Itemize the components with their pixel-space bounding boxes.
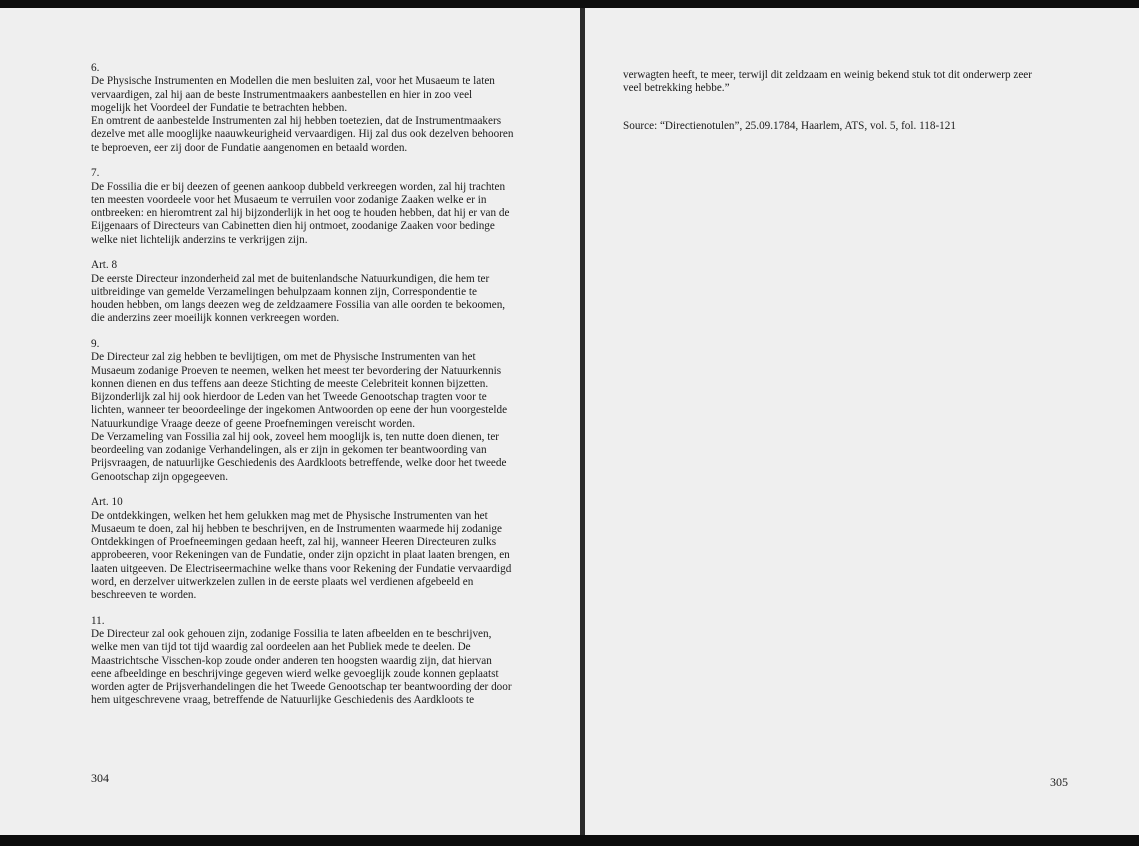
article-block bbox=[91, 259, 551, 325]
article-text: De ontdekkingen, welken het hem gelukken mag met de Physische Instrumenten van het Musaeum te doen, zal hij hebben te beschrijven, en de Instrumenten waarmede hij zodanige Ontdekkingen of Proefneemingen gedaan heeft, zal hij, wanneer Heeren Directeuren zulks approbeeren, voor Rekeningen van de Fundatie, onder zijn opzicht in plaat laaten brengen, en laaten uitgeeven. De Electriseermachine welke thans voor Rekening der Fundatie vervaardigd word, en derzelver uitwerkzelen zullen in de eerste plaats wel verdienen afgebeeld en beschreeven te worden. bbox=[91, 509, 512, 601]
article-block bbox=[91, 167, 551, 247]
continuation-text: verwagten heeft, te meer, terwijl dit zeldzaam en weinig bekend stuk tot dit onderwerp zeer veel betrekking hebbe.” bbox=[623, 69, 1032, 95]
article-text: De eerste Directeur inzonderheid zal met de buitenlandsche Natuurkundigen, die hem ter uitbreidinge van gemelde Verzamelingen behulpzaam konnen zijn, Correspondentie te houden hebben, om langs deezen weg de zeldzaamere Fossilia van alle oorden te bekoomen, die anderzins zeer moeilijk konnen verkreegen worden. bbox=[91, 272, 506, 325]
article-number: 11. bbox=[91, 614, 105, 627]
article-text: De Fossilia die er bij deezen of geenen aankoop dubbeld verkreegen worden, zal hij trachten ten meesten voordeele voor het Musaeum te verruilen voor zodanige Zaaken welke er in ontbreeken: en hieromtrent zal hij bijzonderlijk in het oog te houden hebben, dat hij er van de Eijgenaars of Directeurs van Cabinetten dien hij ontmoet, zoodanige Zaaken voor bedinge welke niet lichtelijk anderzins te verkrijgen zijn. bbox=[91, 180, 510, 246]
left-page bbox=[0, 8, 580, 835]
page-number: 304 bbox=[91, 771, 109, 785]
article-text: De Directeur zal ook gehouen zijn, zodanige Fossilia te laten afbeelden en te beschrijven, welke men van tijd tot tijd waardig zal oordeelen aan het Publiek mede te deelen. De Maastrichtsche Visschen-kop zoude onder anderen ten hoogsten waardig zijn, dat hiervan eene afbeeldinge en beschrijvinge gegeven wierd welke gevoeglijk zoude konnen geplaatst worden agter de Prijsverhandelingen die het Tweede Genootschap ter beantwoording der door hem uitgeschrevene vraag, betreffende de Natuurlijke Geschiedenis des Aardkloots te bbox=[91, 628, 512, 707]
article-text: De Directeur zal zig hebben te bevlijtigen, om met de Physische Instrumenten van het Musaeum zodanige Proeven te neemen, welken het meest ter bevordering der Natuurkennis konnen dienen en dus teffens aan deeze Stichting de meeste Celebriteit konnen bijzetten. Bijzonderlijk zal hij ook hierdoor de Leden van het Tweede Genootschap tragten voor te lichten, wanneer ter beoordeelinge der ingekomen Antwoorden op eene der hun voorgestelde Natuurkundige Vraage deeze of geene Proefnemingen vereischt worden. De Verzameling van Fossilia zal hij ook, zoveel hem mooglijk is, ten nutte doen dienen, ter beordeeling van zodanige Verhandelingen, als er zijn in gekomen ter beantwoording van Prijsvraagen, de natuurlijke Geschiedenis des Aardkloots betreffende, welke door het tweede Genootschap zijn opgegeeven. bbox=[91, 351, 508, 483]
article-block bbox=[91, 338, 551, 484]
right-page-text-column bbox=[623, 69, 1093, 133]
left-page-text-column bbox=[91, 62, 551, 720]
article-block bbox=[91, 615, 551, 708]
page-number: 305 bbox=[1050, 775, 1068, 789]
article-block bbox=[91, 62, 551, 155]
article-number: Art. 10 bbox=[91, 496, 123, 509]
source-citation: Source: “Directienotulen”, 25.09.1784, Haarlem, ATS, vol. 5, fol. 118-121 bbox=[623, 119, 956, 132]
article-text: De Physische Instrumenten en Modellen die men besluiten zal, voor het Musaeum te laten vervaardigen, zal hij aan de beste Instrumentmaakers aanbestellen en hier in zoo veel mogelijk het Voordeel der Fundatie te betrachten hebben. En omtrent de aanbestelde Instrumenten zal hij hebben toetezien, dat de Instrumentmaakers dezelve met alle mooglijke naauwkeurigheid vervaardigen. Hij zal dus ook dezelven behooren te beproeven, eer zij door de Fundatie aangenomen en betaald worden. bbox=[91, 75, 514, 154]
article-block bbox=[91, 496, 551, 602]
right-page bbox=[585, 8, 1139, 835]
article-number: 9. bbox=[91, 338, 100, 350]
article-number: 6. bbox=[91, 62, 100, 74]
article-number: Art. 8 bbox=[91, 259, 118, 272]
article-number: 7. bbox=[91, 167, 100, 180]
